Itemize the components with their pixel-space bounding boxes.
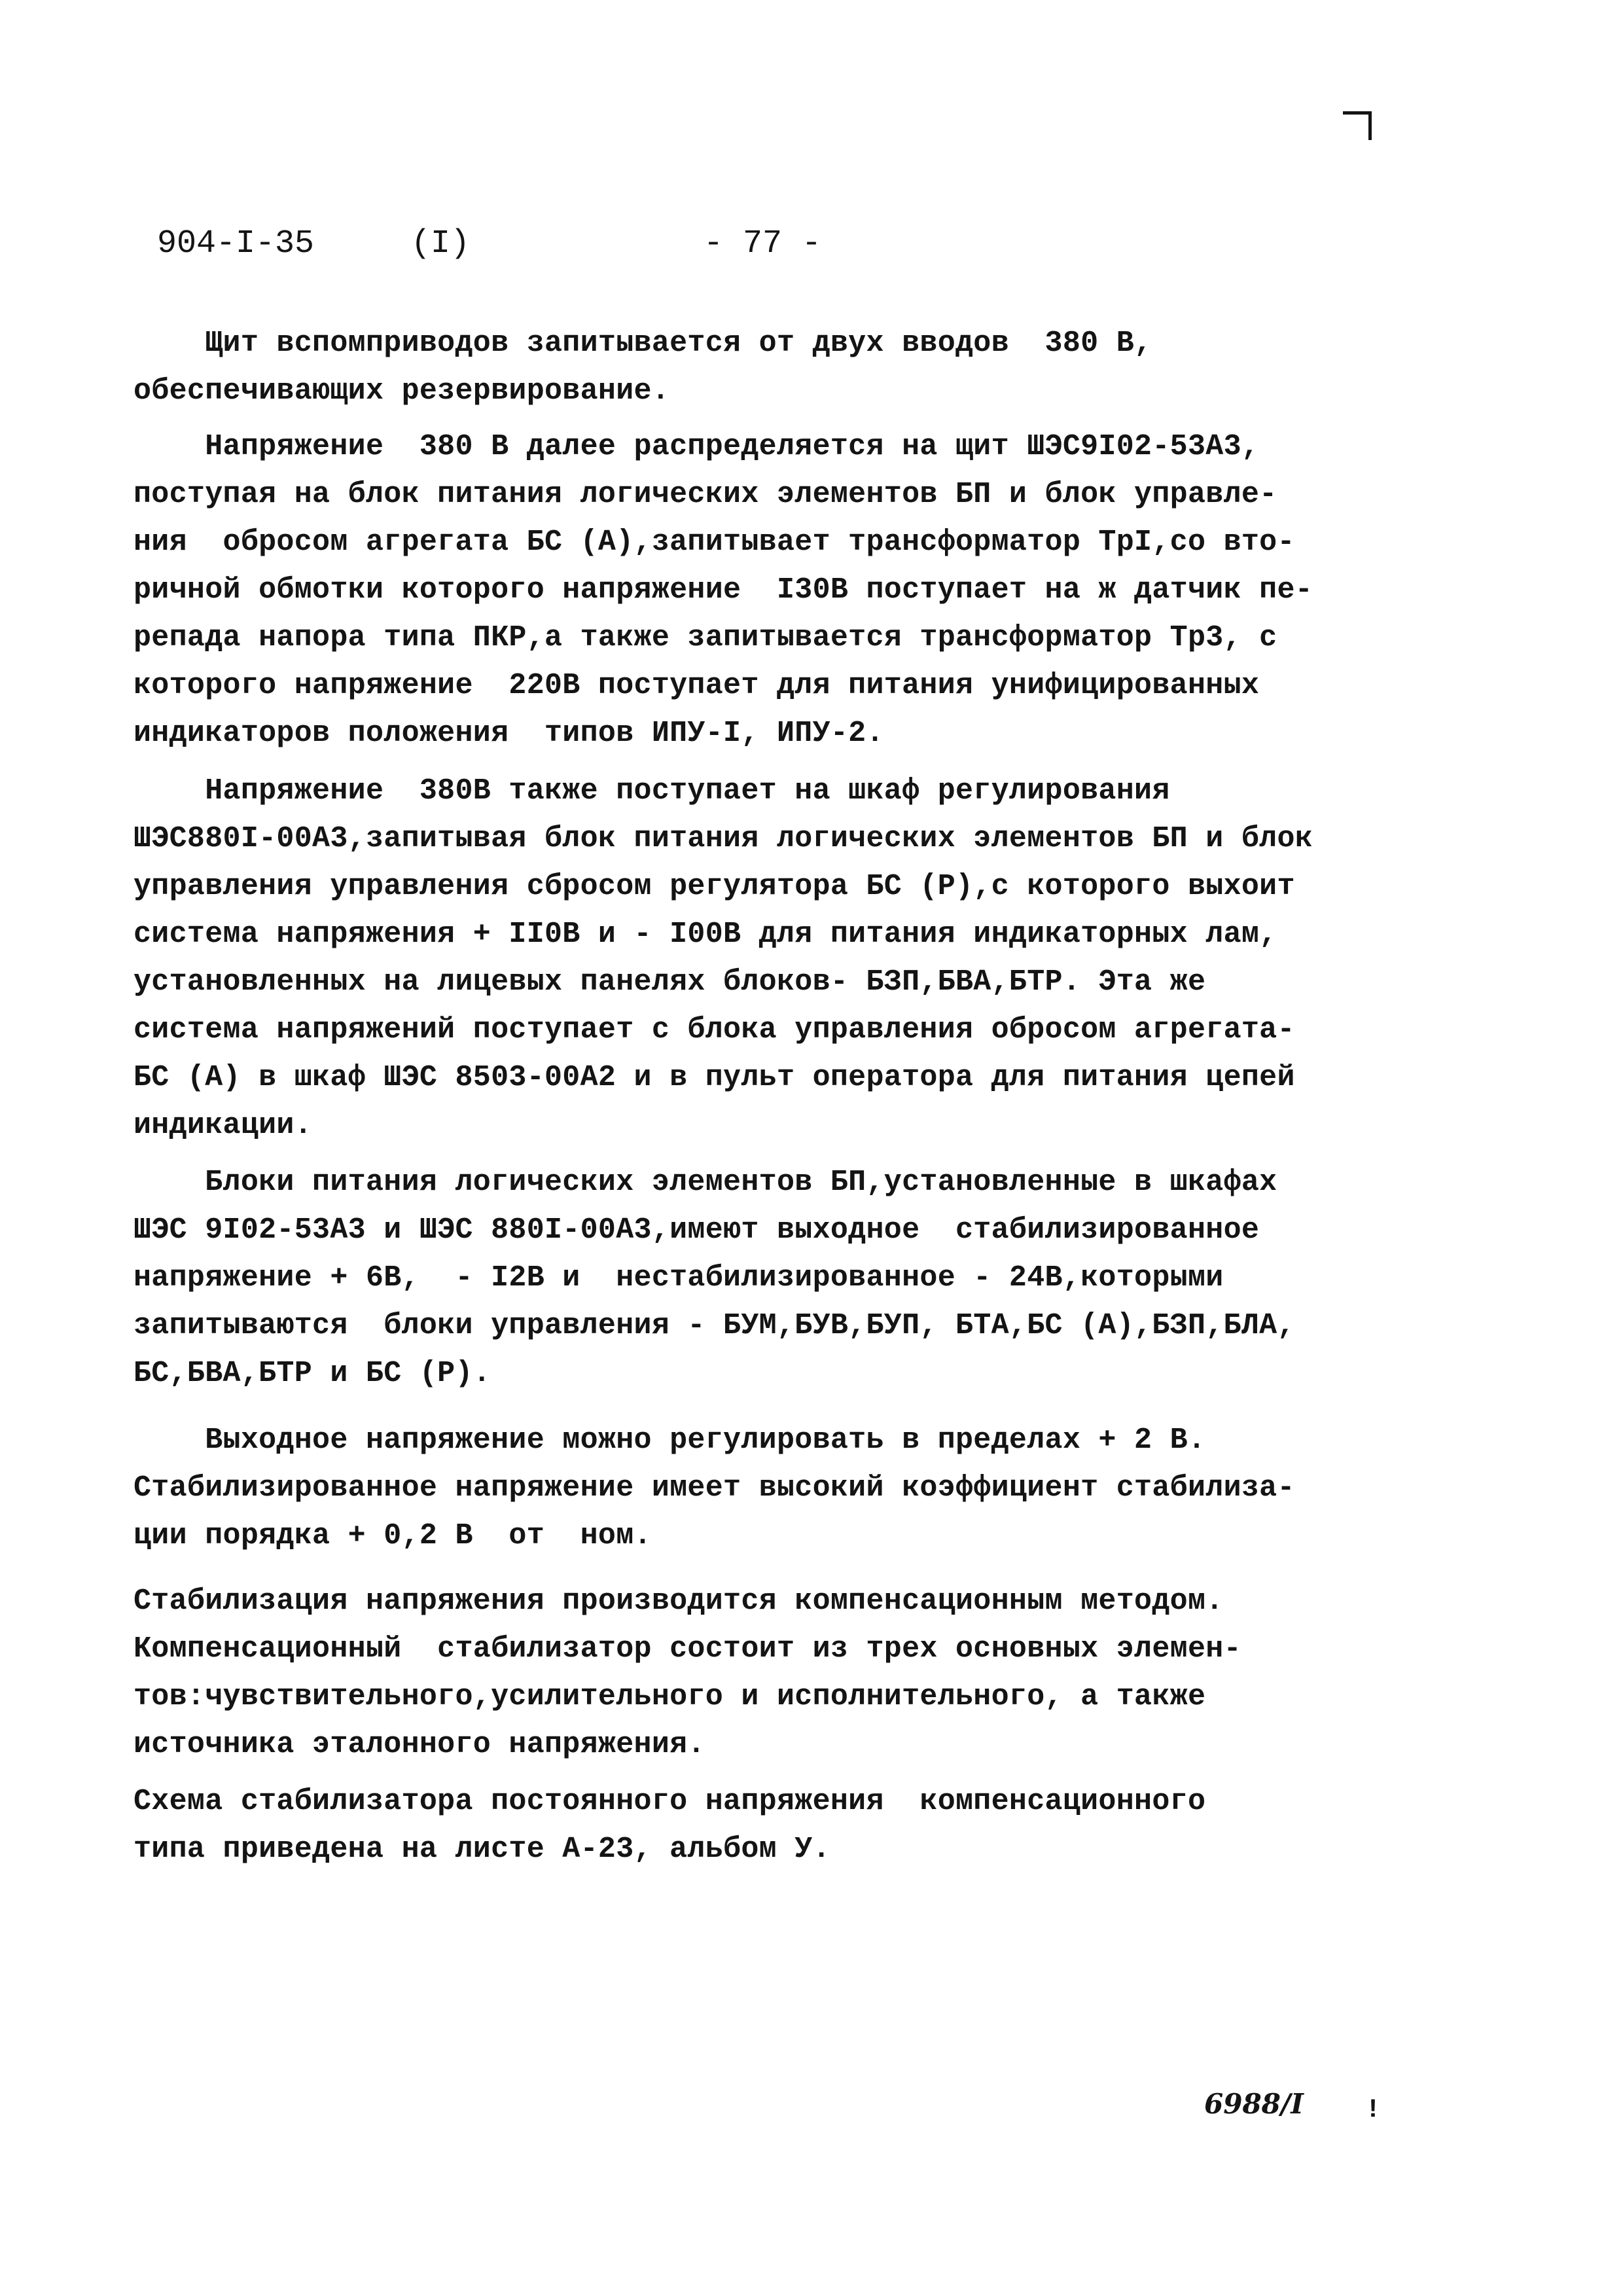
text-line: репада напора типа ПКР,а также запитывается трансформатор Тр3, с: [134, 621, 1277, 655]
footer-mark: !: [1364, 2096, 1381, 2125]
text-line: Напряжение 380 В далее распределяется на щит ШЭС9I02-53А3,: [134, 430, 1260, 463]
page-number: - 77 -: [704, 225, 822, 262]
corner-bracket-mark: [1343, 111, 1372, 140]
text-line: тов:чувствительного,усилительного и исполнительного, а также: [134, 1680, 1206, 1713]
text-line: система напряжения + II0В и - I00В для питания индикаторных лам,: [134, 918, 1277, 951]
text-line: ции порядка + 0,2 В от ном.: [134, 1519, 652, 1552]
text-line: ричной обмотки которого напряжение I30В поступает на ж датчик пе-: [134, 573, 1313, 607]
text-line: БС (А) в шкаф ШЭС 8503-00А2 и в пульт оператора для питания цепей: [134, 1061, 1295, 1094]
text-line: индикаторов положения типов ИПУ-I, ИПУ-2.: [134, 717, 884, 750]
paragraph-3: [134, 767, 1495, 1149]
text-line: индикации.: [134, 1109, 313, 1142]
text-line: Стабилизированное напряжение имеет высокий коэффициент стабилиза-: [134, 1471, 1295, 1505]
paragraph-2: [134, 423, 1495, 757]
text-line: источника эталонного напряжения.: [134, 1728, 705, 1761]
page-header: [157, 221, 942, 267]
paragraph-4: [134, 1158, 1495, 1397]
text-line: запитываются блоки управления - БУМ,БУВ,БУП, БТА,БС (А),БЗП,БЛА,: [134, 1309, 1295, 1342]
text-line: БС,БВА,БТР и БС (Р).: [134, 1357, 491, 1390]
footer-reference: 6988/I: [1204, 2088, 1304, 2120]
paragraph-1: [134, 319, 1495, 415]
text-line: система напряжений поступает с блока управления обросом агрегата-: [134, 1013, 1295, 1047]
paragraph-7: [134, 1778, 1495, 1873]
text-line: поступая на блок питания логических элементов БП и блок управле-: [134, 478, 1277, 511]
paragraph-6: [134, 1577, 1495, 1768]
text-line: Стабилизация напряжения производится компенсационным методом.: [134, 1585, 1224, 1618]
text-line: обеспечивающих резервирование.: [134, 374, 670, 408]
text-line: ния обросом агрегата БС (А),запитывает трансформатор ТрI,со вто-: [134, 526, 1295, 559]
text-line: которого напряжение 220В поступает для питания унифицированных: [134, 669, 1260, 702]
text-line: установленных на лицевых панелях блоков- БЗП,БВА,БТР. Эта же: [134, 965, 1206, 999]
text-line: Схема стабилизатора постоянного напряжения компенсационного: [134, 1785, 1206, 1818]
text-line: ШЭС 9I02-53А3 и ШЭС 880I-00А3,имеют выходное стабилизированное: [134, 1213, 1260, 1247]
text-line: управления управления сбросом регулятора БС (Р),с которого выхоит: [134, 870, 1295, 903]
text-line: Компенсационный стабилизатор состоит из трех основных элемен-: [134, 1632, 1241, 1666]
text-line: напряжение + 6В, - I2В и нестабилизированное - 24В,которыми: [134, 1261, 1224, 1295]
text-line: ШЭС880I-00А3,запитывая блок питания логических элементов БП и блок: [134, 822, 1313, 855]
text-line: Выходное напряжение можно регулировать в пределах + 2 В.: [134, 1424, 1206, 1457]
document-code: 904-I-35: [157, 225, 315, 262]
paragraph-5: [134, 1416, 1495, 1560]
issue-number: (I): [411, 225, 471, 262]
text-line: Напряжение 380В также поступает на шкаф регулирования: [134, 774, 1170, 808]
text-line: Блоки питания логических элементов БП,установленные в шкафах: [134, 1166, 1277, 1199]
text-line: Щит вспомприводов запитывается от двух вводов 380 В,: [134, 327, 1152, 360]
text-line: типа приведена на листе А-23, альбом У.: [134, 1833, 830, 1866]
